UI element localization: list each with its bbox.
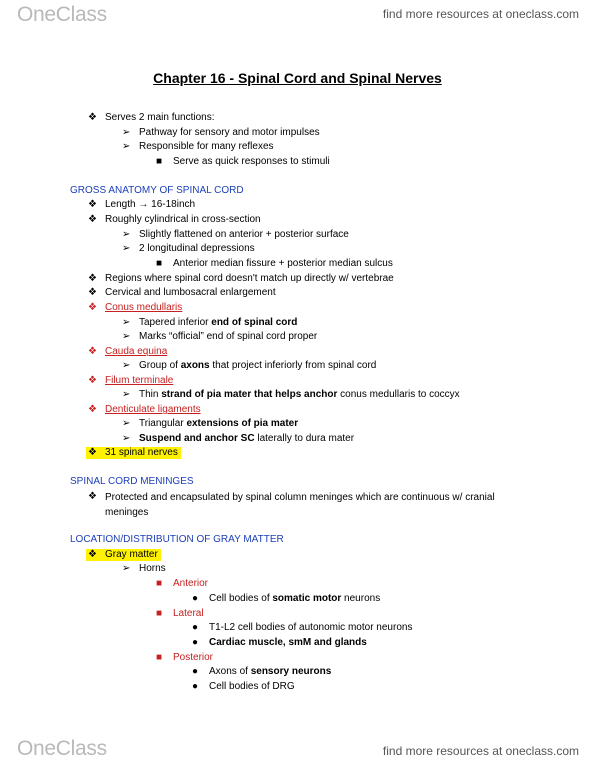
oneclass-logo: OneClass	[17, 3, 107, 26]
list-item: ➢ 2 longitudinal depressions	[122, 243, 255, 254]
section-heading: GROSS ANATOMY OF SPINAL CORD	[70, 185, 244, 196]
arrow-bullet-icon: ➢	[122, 317, 131, 328]
dot-bullet-icon: ●	[192, 681, 199, 692]
list-item: ➢ Pathway for sensory and motor impulses	[122, 127, 320, 138]
diamond-bullet-icon: ❖	[88, 346, 97, 357]
dot-bullet-icon: ●	[192, 637, 199, 648]
find-more-link[interactable]: find more resources at oneclass.com	[382, 744, 579, 758]
diamond-bullet-icon: ❖	[88, 491, 97, 502]
list-item: ❖ Protected and encapsulated by spinal column meninges which are continuous w/ cranial meninges	[88, 491, 495, 518]
section-heading: LOCATION/DISTRIBUTION OF GRAY MATTER	[70, 534, 284, 545]
dot-bullet-icon: ●	[192, 622, 199, 633]
list-item: ➢ Responsible for many reflexes	[122, 141, 274, 152]
list-item: ❖ Conus medullaris	[88, 302, 183, 313]
list-item: ● Cell bodies of DRG	[192, 681, 295, 692]
square-bullet-icon: ■	[156, 578, 163, 589]
list-item: ➢ Thin strand of pia mater that helps anchor conus medullaris to coccyx	[122, 389, 460, 400]
list-item: ➢ Marks “official” end of spinal cord proper	[122, 331, 318, 342]
list-item: ❖ Denticulate ligaments	[88, 404, 201, 415]
square-bullet-icon: ■	[156, 652, 163, 663]
diamond-bullet-icon: ❖	[88, 199, 97, 210]
arrow-bullet-icon: ➢	[122, 563, 131, 574]
list-item: ● Cell bodies of somatic motor neurons	[192, 593, 381, 604]
list-item: ■ Lateral	[156, 608, 204, 619]
arrow-bullet-icon: ➢	[122, 243, 131, 254]
diamond-bullet-icon: ❖	[88, 447, 97, 458]
diamond-bullet-icon: ❖	[88, 112, 97, 123]
arrow-bullet-icon: ➢	[122, 141, 131, 152]
arrow-bullet-icon: ➢	[122, 127, 131, 138]
list-item: ■ Anterior	[156, 578, 209, 589]
arrow-bullet-icon: ➢	[122, 229, 131, 240]
diamond-bullet-icon: ❖	[88, 302, 97, 313]
find-more-link[interactable]: find more resources at oneclass.com	[382, 7, 579, 21]
list-item: ● T1-L2 cell bodies of autonomic motor neurons	[192, 622, 413, 633]
list-item: ➢ Triangular extensions of pia mater	[122, 418, 299, 429]
list-item: ■ Posterior	[156, 652, 214, 663]
highlighted-list-item: ❖ 31 spinal nerves	[86, 447, 181, 459]
arrow-bullet-icon: ➢	[122, 433, 131, 444]
diamond-bullet-icon: ❖	[88, 287, 97, 298]
section-heading: SPINAL CORD MENINGES	[70, 476, 194, 487]
arrow-bullet-icon: ➢	[122, 360, 131, 371]
list-item: ❖ Filum terminale	[88, 375, 174, 386]
diamond-bullet-icon: ❖	[88, 273, 97, 284]
diamond-bullet-icon: ❖	[88, 549, 97, 560]
list-item: ❖ Cervical and lumbosacral enlargement	[88, 287, 276, 298]
list-item: ➢ Group of axons that project inferiorly from spinal cord	[122, 360, 377, 371]
oneclass-logo: OneClass	[17, 737, 107, 760]
list-item: ❖ Regions where spinal cord doesn't match up directly w/ vertebrae	[88, 273, 394, 284]
diamond-bullet-icon: ❖	[88, 375, 97, 386]
list-item: ❖ Cauda equina	[88, 346, 168, 357]
list-item: ❖ Roughly cylindrical in cross-section	[88, 214, 261, 225]
list-item: ➢ Tapered inferior end of spinal cord	[122, 317, 298, 328]
diamond-bullet-icon: ❖	[88, 404, 97, 415]
list-item: ■ Serve as quick responses to stimuli	[156, 156, 330, 167]
diamond-bullet-icon: ❖	[88, 214, 97, 225]
arrow-bullet-icon: ➢	[122, 418, 131, 429]
dot-bullet-icon: ●	[192, 593, 199, 604]
list-item: ● Cardiac muscle, smM and glands	[192, 637, 367, 648]
list-item: ❖ Length → 16-18inch	[88, 199, 196, 210]
page-title: Chapter 16 - Spinal Cord and Spinal Nerves	[153, 70, 442, 86]
list-item: ➢ Slightly flattened on anterior + posterior surface	[122, 229, 349, 240]
list-item: ❖ Serves 2 main functions:	[88, 112, 215, 123]
arrow-bullet-icon: ➢	[122, 331, 131, 342]
arrow-bullet-icon: ➢	[122, 389, 131, 400]
square-bullet-icon: ■	[156, 258, 163, 269]
square-bullet-icon: ■	[156, 156, 163, 167]
highlighted-list-item: ❖ Gray matter	[86, 549, 161, 561]
list-item: ➢ Horns	[122, 563, 166, 574]
list-item: ● Axons of sensory neurons	[192, 666, 332, 677]
dot-bullet-icon: ●	[192, 666, 199, 677]
square-bullet-icon: ■	[156, 608, 163, 619]
list-item: ➢ Suspend and anchor SC laterally to dura mater	[122, 433, 355, 444]
list-item: ■ Anterior median fissure + posterior median sulcus	[156, 258, 393, 269]
